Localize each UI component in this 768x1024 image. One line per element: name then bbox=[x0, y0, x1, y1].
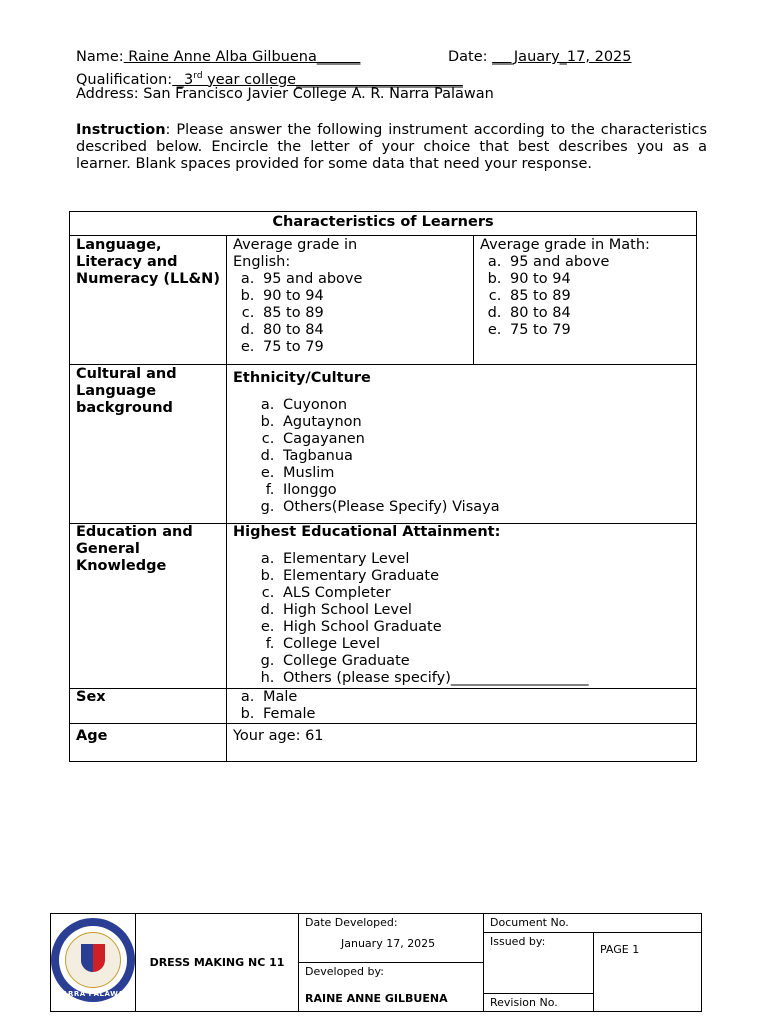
education-cell bbox=[227, 524, 697, 689]
document-control-table bbox=[50, 913, 702, 1012]
lln-label: Language, Literacy and Numeracy (LL&N) bbox=[70, 236, 227, 365]
list-item[interactable]: c. Cagayanen bbox=[279, 431, 690, 448]
name-line bbox=[76, 48, 360, 66]
english-grade-title: Average grade in English: bbox=[233, 237, 358, 270]
culture-options bbox=[233, 397, 690, 516]
logo-cell bbox=[51, 914, 136, 1012]
list-item[interactable]: c. 85 to 89 bbox=[506, 288, 690, 305]
sex-cell bbox=[227, 689, 697, 724]
qualification-post: year college_______________________ bbox=[202, 71, 463, 88]
sex-label: Sex bbox=[70, 689, 227, 724]
list-item[interactable]: e. Muslim bbox=[279, 465, 690, 482]
instruction-label: Instruction bbox=[76, 122, 166, 138]
school-seal-icon bbox=[51, 918, 135, 1002]
table-title-row bbox=[70, 212, 697, 236]
list-item[interactable]: a. Male bbox=[259, 689, 690, 706]
seal-text: NARRA PALAWAN bbox=[55, 990, 131, 998]
qualification-sup: rd bbox=[193, 71, 203, 81]
list-item[interactable]: b. 90 to 94 bbox=[259, 288, 467, 305]
address-label: Address: bbox=[76, 86, 139, 102]
list-item[interactable]: c. 85 to 89 bbox=[259, 305, 467, 322]
list-item[interactable]: d. High School Level bbox=[279, 602, 690, 619]
sex-row bbox=[70, 689, 697, 724]
list-item[interactable]: f. College Level bbox=[279, 636, 690, 653]
culture-cell bbox=[227, 365, 697, 524]
education-title: Highest Educational Attainment: bbox=[233, 524, 501, 540]
list-item[interactable]: b. Agutaynon bbox=[279, 414, 690, 431]
revision-no-label: Revision No. bbox=[484, 994, 594, 1012]
age-row bbox=[70, 724, 697, 762]
learner-characteristics-table bbox=[69, 211, 697, 762]
issued-by-label: Issued by: bbox=[484, 933, 594, 994]
education-label: Education and General Knowledge bbox=[70, 524, 227, 689]
list-item[interactable]: c. ALS Completer bbox=[279, 585, 690, 602]
list-item[interactable]: b. 90 to 94 bbox=[506, 271, 690, 288]
list-item[interactable]: h. Others (please specify)___________________ bbox=[279, 670, 690, 687]
age-label: Age bbox=[70, 724, 227, 762]
instruction-paragraph bbox=[76, 122, 707, 173]
education-row bbox=[70, 524, 697, 689]
qualification-label: Qualification: bbox=[76, 71, 173, 88]
date-line bbox=[448, 48, 632, 66]
developed-by-value: RAINE ANNE GILBUENA bbox=[305, 992, 448, 1005]
list-item[interactable]: d. 80 to 84 bbox=[506, 305, 690, 322]
list-item[interactable]: d. Tagbanua bbox=[279, 448, 690, 465]
address-line bbox=[76, 85, 494, 103]
sex-options bbox=[233, 689, 690, 723]
developed-by-cell bbox=[299, 963, 484, 1012]
developed-by-label: Developed by: bbox=[305, 965, 384, 978]
math-grade-title-text: Average grade in Math: bbox=[480, 237, 650, 253]
course-title: DRESS MAKING NC 11 bbox=[136, 914, 299, 1012]
math-grade-title bbox=[480, 237, 690, 254]
name-label: Name: bbox=[76, 49, 124, 65]
list-item[interactable]: f. Ilonggo bbox=[279, 482, 690, 499]
list-item[interactable]: a. 95 and above bbox=[259, 271, 467, 288]
english-grade-cell bbox=[227, 236, 474, 365]
name-value: Raine Anne Alba Gilbuena______ bbox=[123, 49, 361, 65]
list-item[interactable]: d. 80 to 84 bbox=[259, 322, 467, 339]
table-title: Characteristics of Learners bbox=[70, 212, 697, 236]
list-item[interactable]: a. 95 and above bbox=[506, 254, 690, 271]
instruction-text: : Please answer the following instrument according to the characteristics described below. Encircle the letter of your choice that best describes you as a learner. Blank spaces provided for some data that need your response. bbox=[76, 122, 707, 172]
list-item[interactable]: e. 75 to 79 bbox=[259, 339, 467, 356]
culture-title: Ethnicity/Culture bbox=[233, 370, 371, 386]
list-item[interactable]: e. High School Graduate bbox=[279, 619, 690, 636]
list-item[interactable]: a. Cuyonon bbox=[279, 397, 690, 414]
math-grade-cell bbox=[474, 236, 697, 365]
date-developed-value: January 17, 2025 bbox=[341, 937, 436, 950]
date-value: ___Jauary_17, 2025 bbox=[492, 49, 632, 65]
lln-row bbox=[70, 236, 697, 365]
english-grade-options bbox=[233, 271, 467, 356]
document-no-label: Document No. bbox=[484, 914, 702, 933]
culture-label: Cultural and Language background bbox=[70, 365, 227, 524]
culture-row bbox=[70, 365, 697, 524]
education-options bbox=[233, 551, 690, 687]
list-item[interactable]: g. Others(Please Specify) Visaya bbox=[279, 499, 690, 516]
qualification-pre: _3 bbox=[172, 71, 194, 88]
list-item[interactable]: b. Elementary Graduate bbox=[279, 568, 690, 585]
address-value: San Francisco Javier College A. R. Narra Palawan bbox=[143, 86, 494, 102]
date-developed-cell bbox=[299, 914, 484, 963]
date-label: Date: bbox=[448, 49, 488, 65]
math-grade-options bbox=[480, 254, 690, 339]
page-number: PAGE 1 bbox=[594, 933, 702, 1012]
list-item[interactable]: a. Elementary Level bbox=[279, 551, 690, 568]
list-item[interactable]: g. College Graduate bbox=[279, 653, 690, 670]
list-item[interactable]: b. Female bbox=[259, 706, 690, 723]
date-developed-label: Date Developed: bbox=[305, 916, 398, 929]
age-value[interactable]: Your age: 61 bbox=[227, 724, 697, 762]
list-item[interactable]: e. 75 to 79 bbox=[506, 322, 690, 339]
